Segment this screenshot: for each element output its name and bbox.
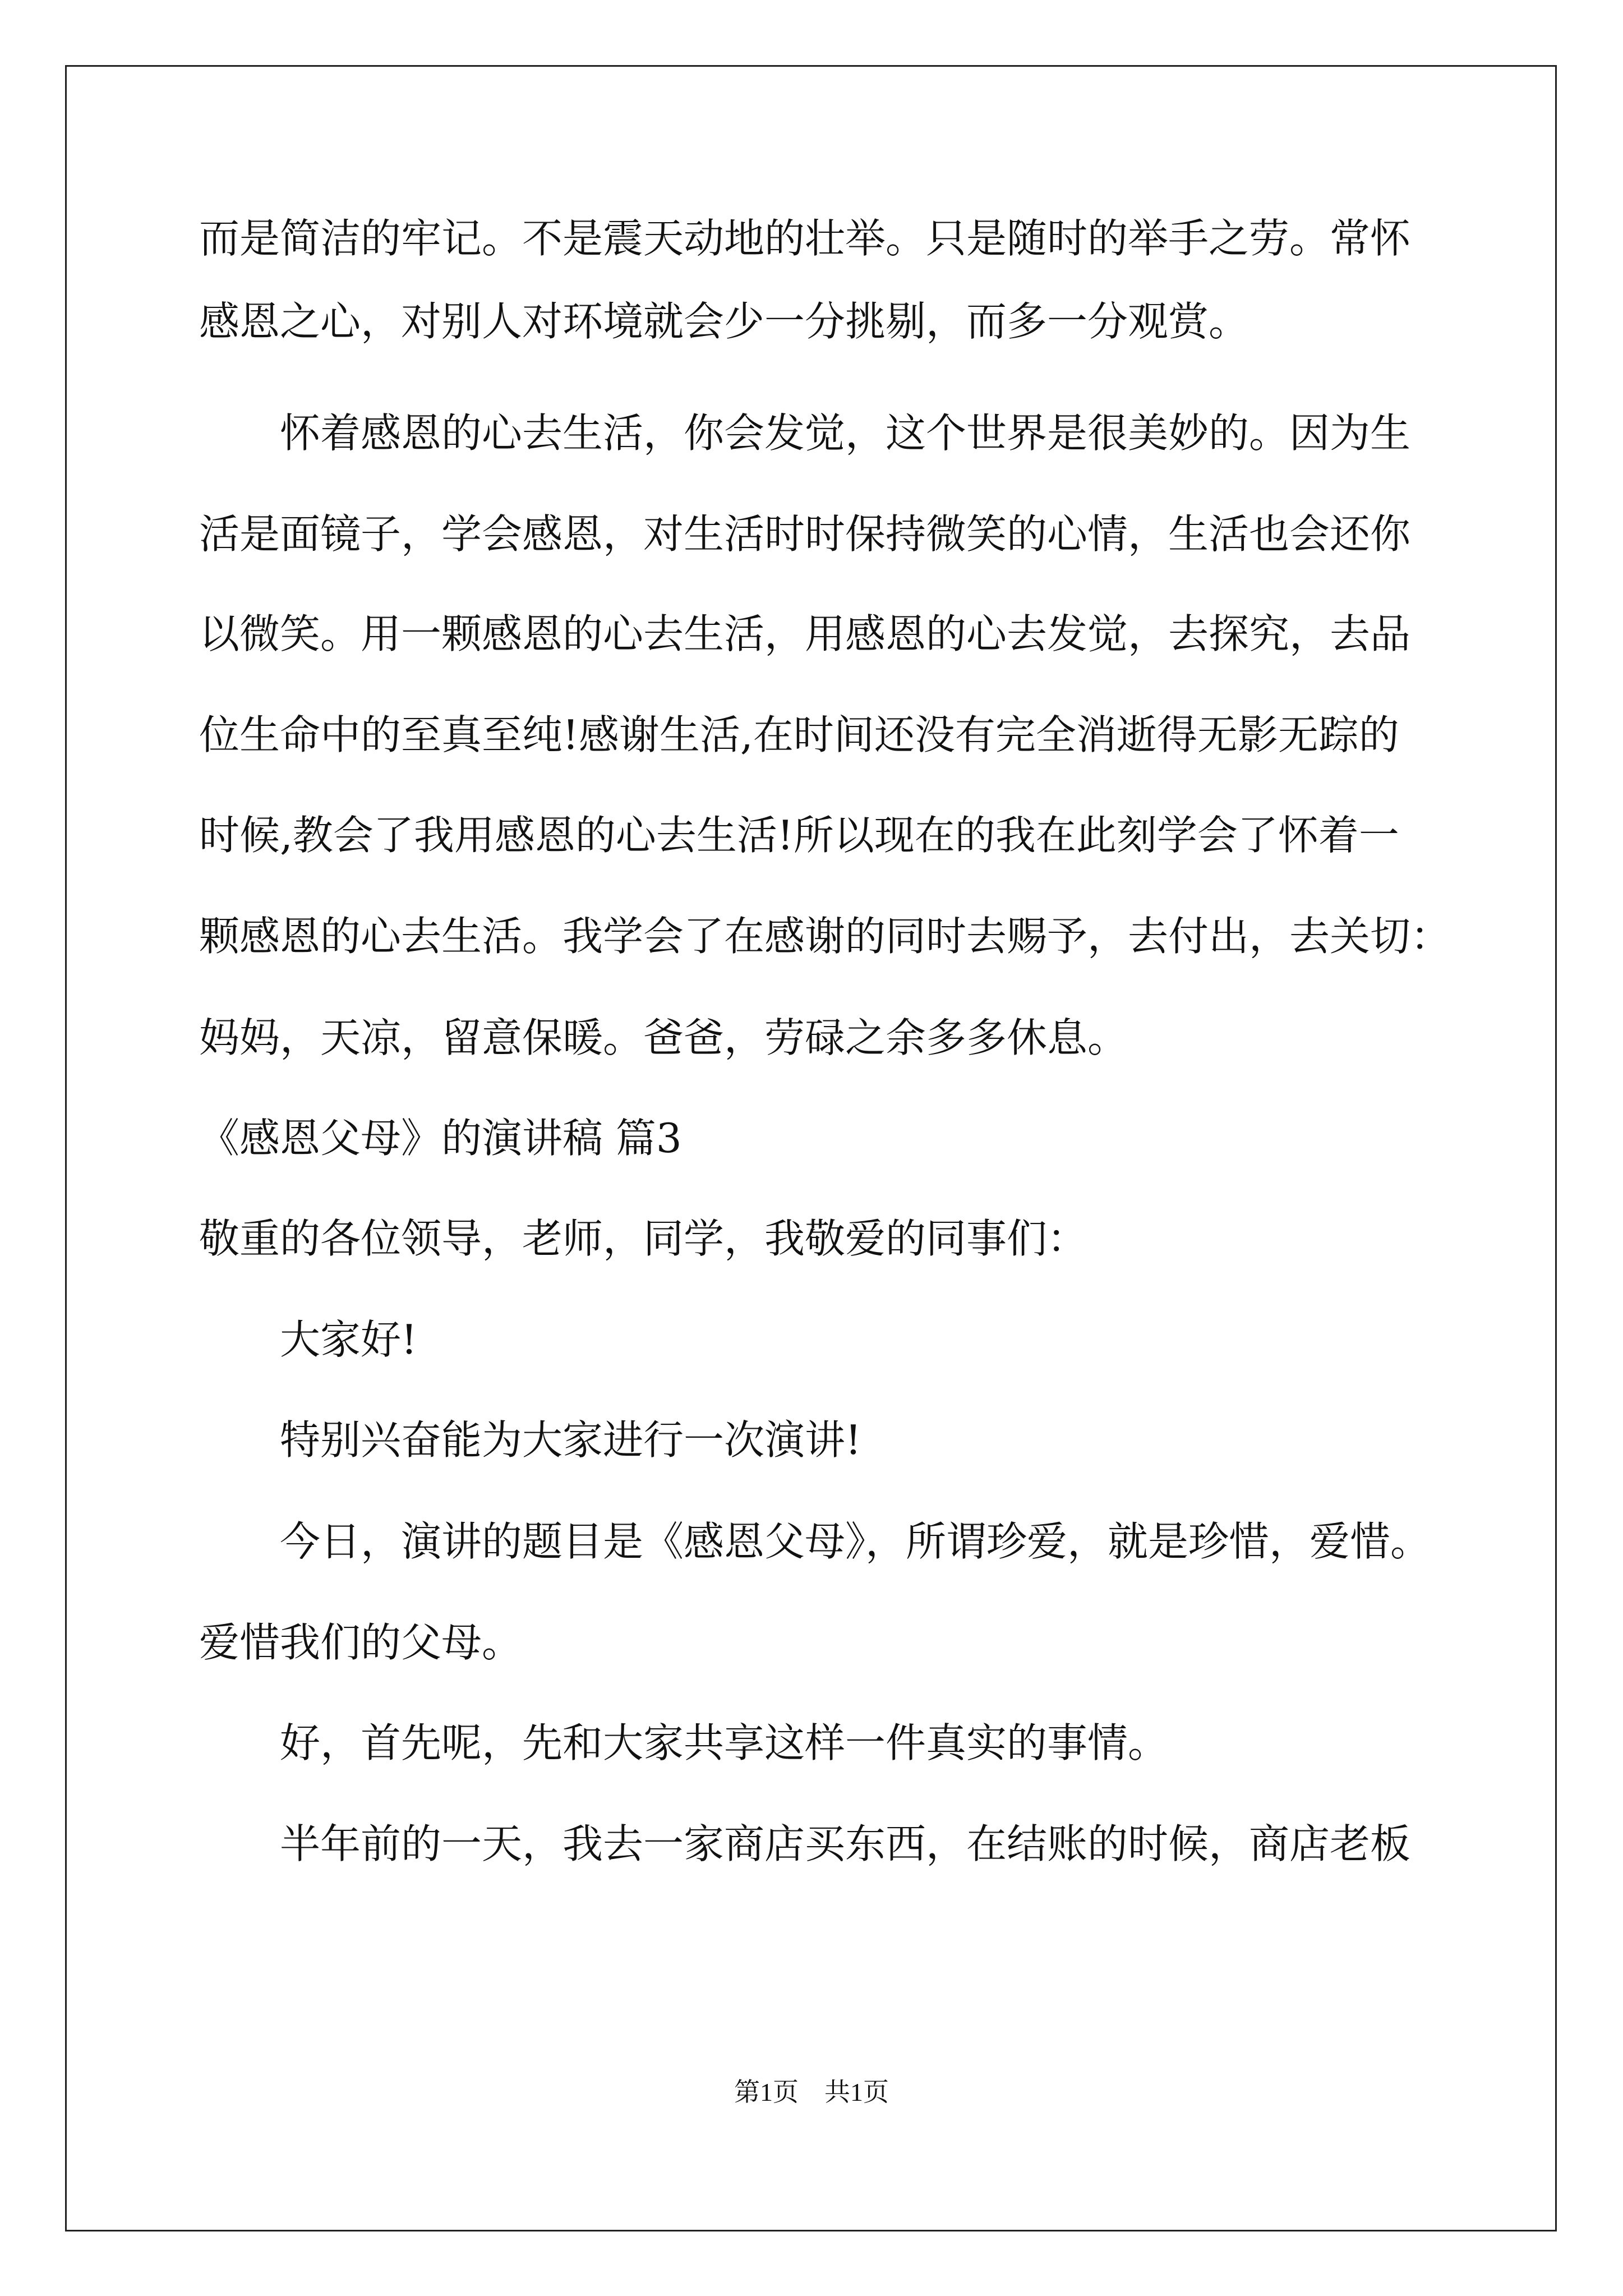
- paragraph-line: 半年前的一天，我去一家商店买东西，在结账的时候，商店老板: [280, 1820, 1411, 1867]
- paragraph-line: 以微笑。用一颗感恩的心去生活，用感恩的心去发觉，去探究，去品: [199, 610, 1411, 657]
- paragraph-line: 时候,教会了我用感恩的心去生活!所以现在的我在此刻学会了怀着一: [199, 812, 1399, 859]
- paragraph-line: 而是简洁的牢记。不是震天动地的壮举。只是随时的举手之劳。常怀: [199, 215, 1411, 262]
- paragraph-line: 特别兴奋能为大家进行一次演讲!: [280, 1416, 861, 1464]
- paragraph-line: 感恩之心，对别人对环境就会少一分挑剔，而多一分观赏。: [199, 298, 1249, 345]
- salutation-line: 敬重的各位领导，老师，同学，我敬爱的同事们：: [199, 1215, 1088, 1262]
- page-number-footer: 第1页 共1页: [734, 2078, 889, 2106]
- greeting-line: 大家好!: [280, 1316, 417, 1363]
- paragraph-line: 今日，演讲的题目是《感恩父母》，所谓珍爱，就是珍惜，爱惜。: [280, 1518, 1431, 1565]
- paragraph-line: 妈妈，天凉，留意保暖。爸爸，劳碌之余多多休息。: [199, 1014, 1128, 1061]
- paragraph-line: 好，首先呢，先和大家共享这样一件真实的事情。: [280, 1719, 1169, 1766]
- section-heading: 《感恩父母》的演讲稿 篇3: [199, 1115, 682, 1162]
- paragraph-line: 爱惜我们的父母。: [199, 1619, 523, 1666]
- paragraph-line: 颗感恩的心去生活。我学会了在感谢的同时去赐予，去付出，去关切：: [199, 913, 1451, 960]
- paragraph-line: 活是面镜子，学会感恩，对生活时时保持微笑的心情，生活也会还你: [199, 510, 1411, 558]
- paragraph-line: 怀着感恩的心去生活，你会发觉，这个世界是很美妙的。因为生: [280, 409, 1411, 457]
- paragraph-line: 位生命中的至真至纯!感谢生活,在时间还没有完全消逝得无影无踪的: [199, 711, 1399, 758]
